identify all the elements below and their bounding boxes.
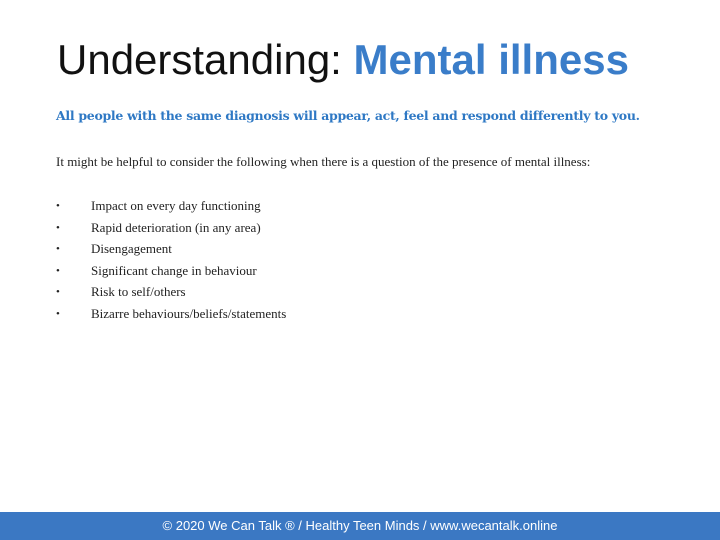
bullet-icon: • xyxy=(56,221,60,234)
bullet-icon: • xyxy=(56,286,60,299)
intro-paragraph: It might be helpful to consider the following when there is a question of the presence of mental illness: xyxy=(56,154,591,169)
footer-bar xyxy=(0,512,720,540)
slide-subtitle: All people with the same diagnosis will appear, act, feel and respond differently to you. xyxy=(56,108,640,123)
slide-title xyxy=(57,34,629,86)
bullet-icon: • xyxy=(56,243,60,256)
title-accent-text: Mental illness xyxy=(353,36,629,83)
footer-copyright: © 2020 We Can Talk ® / Healthy Teen Minds / www.wecantalk.online xyxy=(162,518,558,533)
bullet-icon: • xyxy=(56,200,60,212)
bullet-icon: • xyxy=(56,307,60,320)
bullet-icon: • xyxy=(56,264,60,277)
title-text: Understanding: xyxy=(57,36,354,83)
